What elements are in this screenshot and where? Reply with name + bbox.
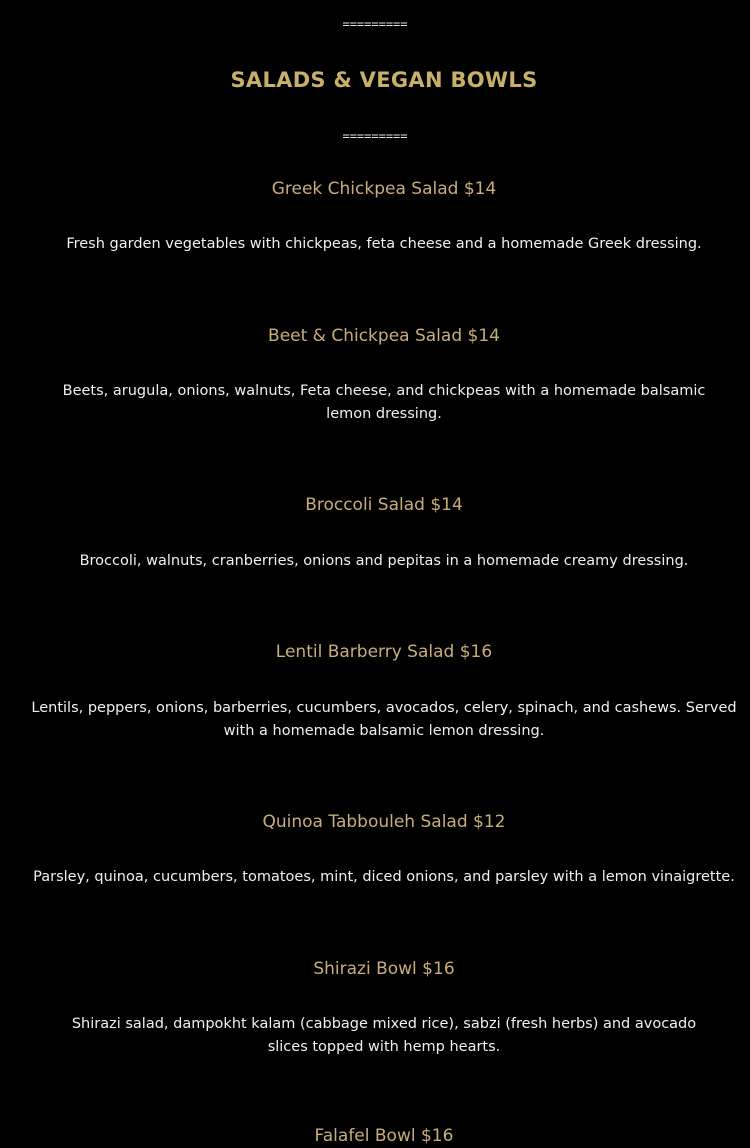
item-name: Broccoli Salad $14: [305, 495, 463, 515]
item-description: Shirazi salad, dampokht kalam (cabbage mixed rice), sabzi (fresh herbs) and avocado slices topped with hemp hearts.: [71, 1016, 697, 1055]
item-description: Beets, arugula, onions, walnuts, Feta cheese, and chickpeas with a homemade balsamic lemon dressing.: [62, 383, 706, 422]
item-name: Shirazi Bowl $16: [313, 959, 455, 979]
item-description: Parsley, quinoa, cucumbers, tomatoes, mint, diced onions, and parsley with a lemon vinaigrette.: [33, 869, 735, 885]
item-description: Lentils, peppers, onions, barberries, cucumbers, avocados, celery, spinach, and cashews. Served with a homemade balsamic lemon dressing.: [31, 700, 737, 739]
section-title: SALADS & VEGAN BOWLS: [230, 68, 538, 92]
item-name: Beet & Chickpea Salad $14: [268, 326, 500, 346]
item-name: Lentil Barberry Salad $16: [275, 642, 493, 662]
item-description: Fresh garden vegetables with chickpeas, feta cheese and a homemade Greek dressing.: [66, 236, 702, 252]
item-name: Greek Chickpea Salad $14: [271, 179, 497, 199]
item-description: Broccoli, walnuts, cranberries, onions and pepitas in a homemade creamy dressing.: [79, 553, 689, 569]
item-name: Falafel Bowl $16: [314, 1126, 454, 1146]
item-name: Quinoa Tabbouleh Salad $12: [262, 812, 506, 832]
divider-top: =========: [342, 17, 408, 31]
divider-bottom: =========: [342, 129, 408, 143]
